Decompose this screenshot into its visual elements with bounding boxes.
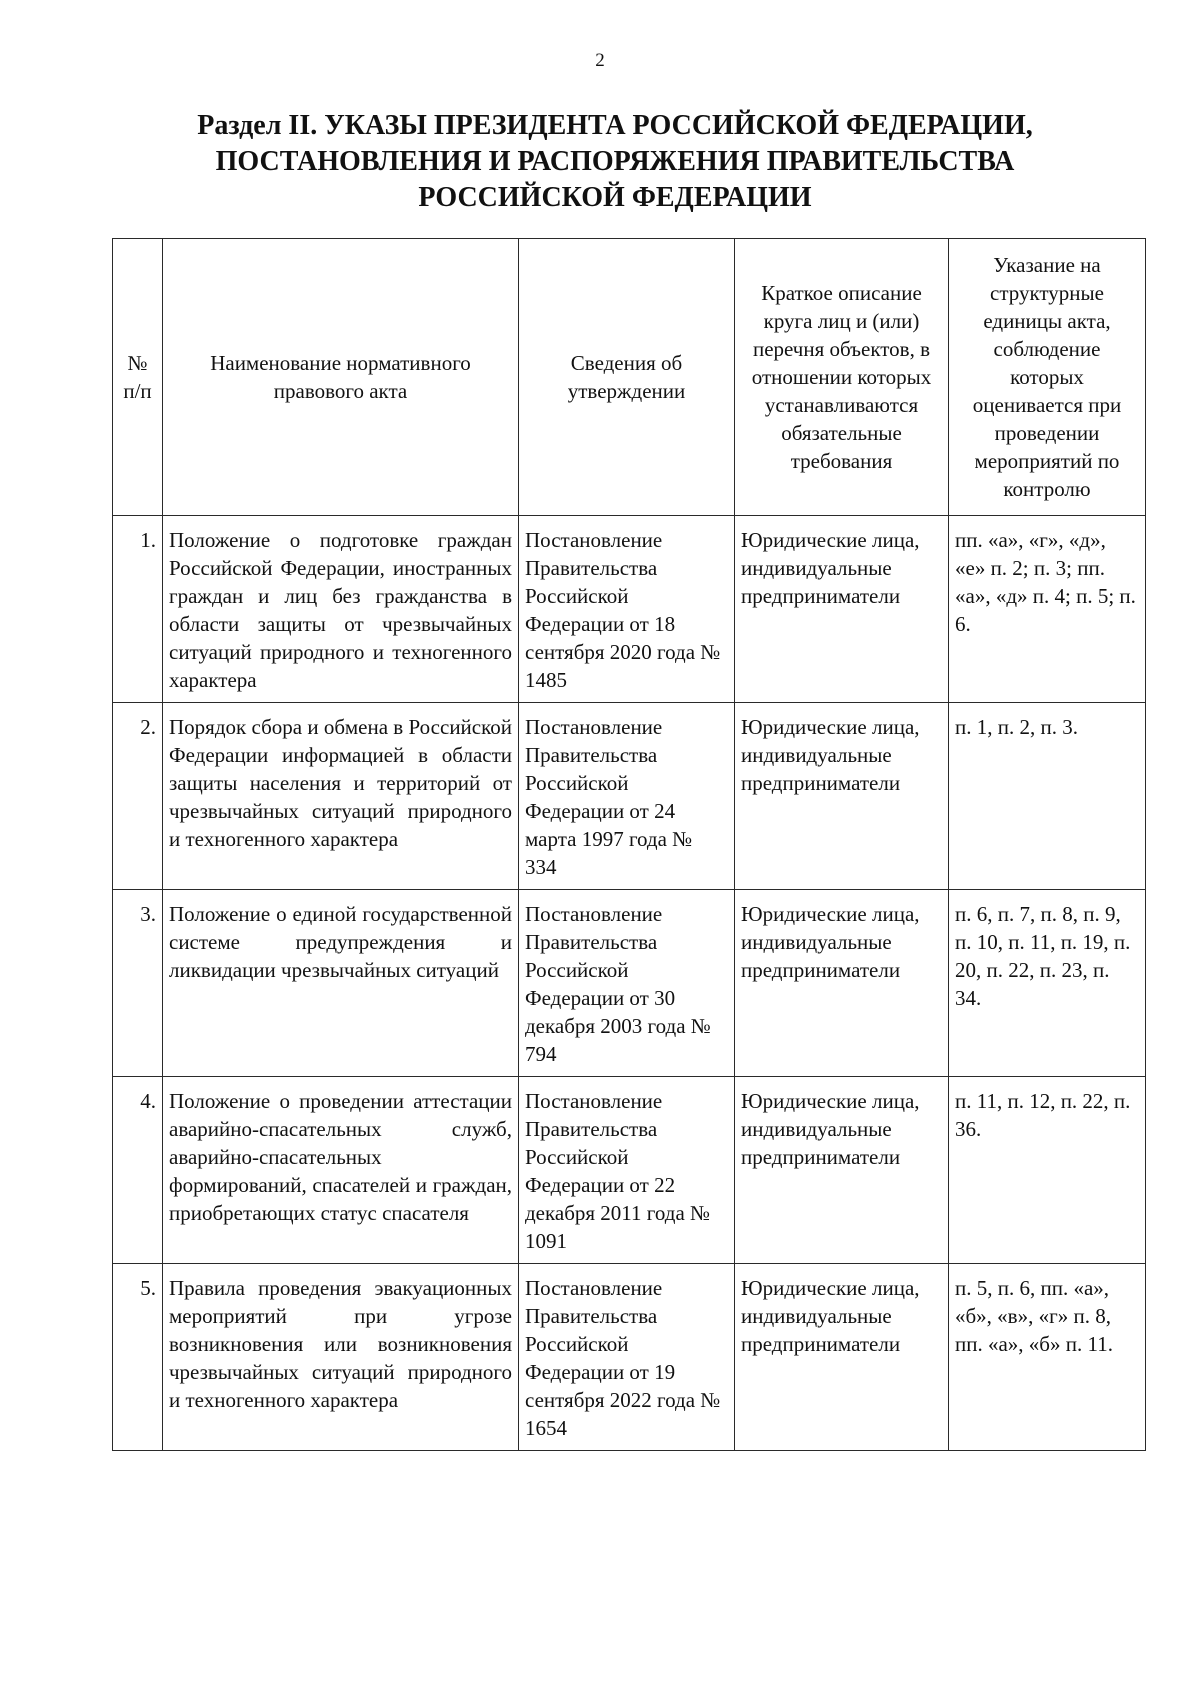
header-approval: Сведения об утверждении <box>519 239 735 516</box>
table-row <box>113 1077 1146 1264</box>
persons-description: Юридические лица, индивидуальные предприниматели <box>735 890 949 1077</box>
act-name: Положение о подготовке граждан Российской Федерации, иностранных граждан и лиц без гражданства в области защиты от чрезвычайных ситуаций природного и техногенного характера <box>163 516 519 703</box>
act-name: Положение о проведении аттестации аварийно-спасательных служб, аварийно-спасательных формирований, спасателей и граждан, приобретающих статус спасателя <box>163 1077 519 1264</box>
persons-description: Юридические лица, индивидуальные предприниматели <box>735 1264 949 1451</box>
table-row <box>113 516 1146 703</box>
persons-description: Юридические лица, индивидуальные предприниматели <box>735 1077 949 1264</box>
structural-units: п. 6, п. 7, п. 8, п. 9, п. 10, п. 11, п. 19, п. 20, п. 22, п. 23, п. 34. <box>949 890 1146 1077</box>
approval-info: Постановление Правительства Российской Федерации от 19 сентября 2022 года № 1654 <box>519 1264 735 1451</box>
table-row <box>113 1264 1146 1451</box>
structural-units: пп. «а», «г», «д», «е» п. 2; п. 3; пп. «а», «д» п. 4; п. 5; п. 6. <box>949 516 1146 703</box>
act-name: Правила проведения эвакуационных мероприятий при угрозе возникновения или возникновения чрезвычайных ситуаций природного и техногенного характера <box>163 1264 519 1451</box>
row-number: 5. <box>113 1264 163 1451</box>
header-structural-units: Указание на структурные единицы акта, соблюдение которых оценивается при проведении мероприятий по контролю <box>949 239 1146 516</box>
section-title-line-2: ПОСТАНОВЛЕНИЯ И РАСПОРЯЖЕНИЯ ПРАВИТЕЛЬСТВА <box>215 146 1015 177</box>
persons-description: Юридические лица, индивидуальные предприниматели <box>735 703 949 890</box>
approval-info: Постановление Правительства Российской Федерации от 30 декабря 2003 года № 794 <box>519 890 735 1077</box>
table-row <box>113 890 1146 1077</box>
approval-info: Постановление Правительства Российской Федерации от 18 сентября 2020 года № 1485 <box>519 516 735 703</box>
row-number: 3. <box>113 890 163 1077</box>
header-act-name: Наименование нормативного правового акта <box>163 239 519 516</box>
table-header-row <box>113 239 1146 516</box>
regulatory-acts-table <box>112 238 1146 1451</box>
table-row <box>113 703 1146 890</box>
header-persons: Краткое описание круга лиц и (или) перечня объектов, в отношении которых устанавливаются обязательные требования <box>735 239 949 516</box>
structural-units: п. 11, п. 12, п. 22, п. 36. <box>949 1077 1146 1264</box>
page-number: 2 <box>595 50 605 71</box>
persons-description: Юридические лица, индивидуальные предприниматели <box>735 516 949 703</box>
row-number: 1. <box>113 516 163 703</box>
act-name: Положение о единой государственной системе предупреждения и ликвидации чрезвычайных ситуаций <box>163 890 519 1077</box>
header-number: № п/п <box>113 239 163 516</box>
structural-units: п. 5, п. 6, пп. «а», «б», «в», «г» п. 8, пп. «а», «б» п. 11. <box>949 1264 1146 1451</box>
act-name: Порядок сбора и обмена в Российской Федерации информацией в области защиты населения и территорий от чрезвычайных ситуаций природного и техногенного характера <box>163 703 519 890</box>
approval-info: Постановление Правительства Российской Федерации от 22 декабря 2011 года № 1091 <box>519 1077 735 1264</box>
section-title <box>150 108 1080 216</box>
structural-units: п. 1, п. 2, п. 3. <box>949 703 1146 890</box>
section-title-line-3: РОССИЙСКОЙ ФЕДЕРАЦИИ <box>418 182 812 213</box>
section-title-line-1: Раздел II. УКАЗЫ ПРЕЗИДЕНТА РОССИЙСКОЙ ФЕДЕРАЦИИ, <box>197 110 1033 141</box>
approval-info: Постановление Правительства Российской Федерации от 24 марта 1997 года № 334 <box>519 703 735 890</box>
row-number: 4. <box>113 1077 163 1264</box>
row-number: 2. <box>113 703 163 890</box>
